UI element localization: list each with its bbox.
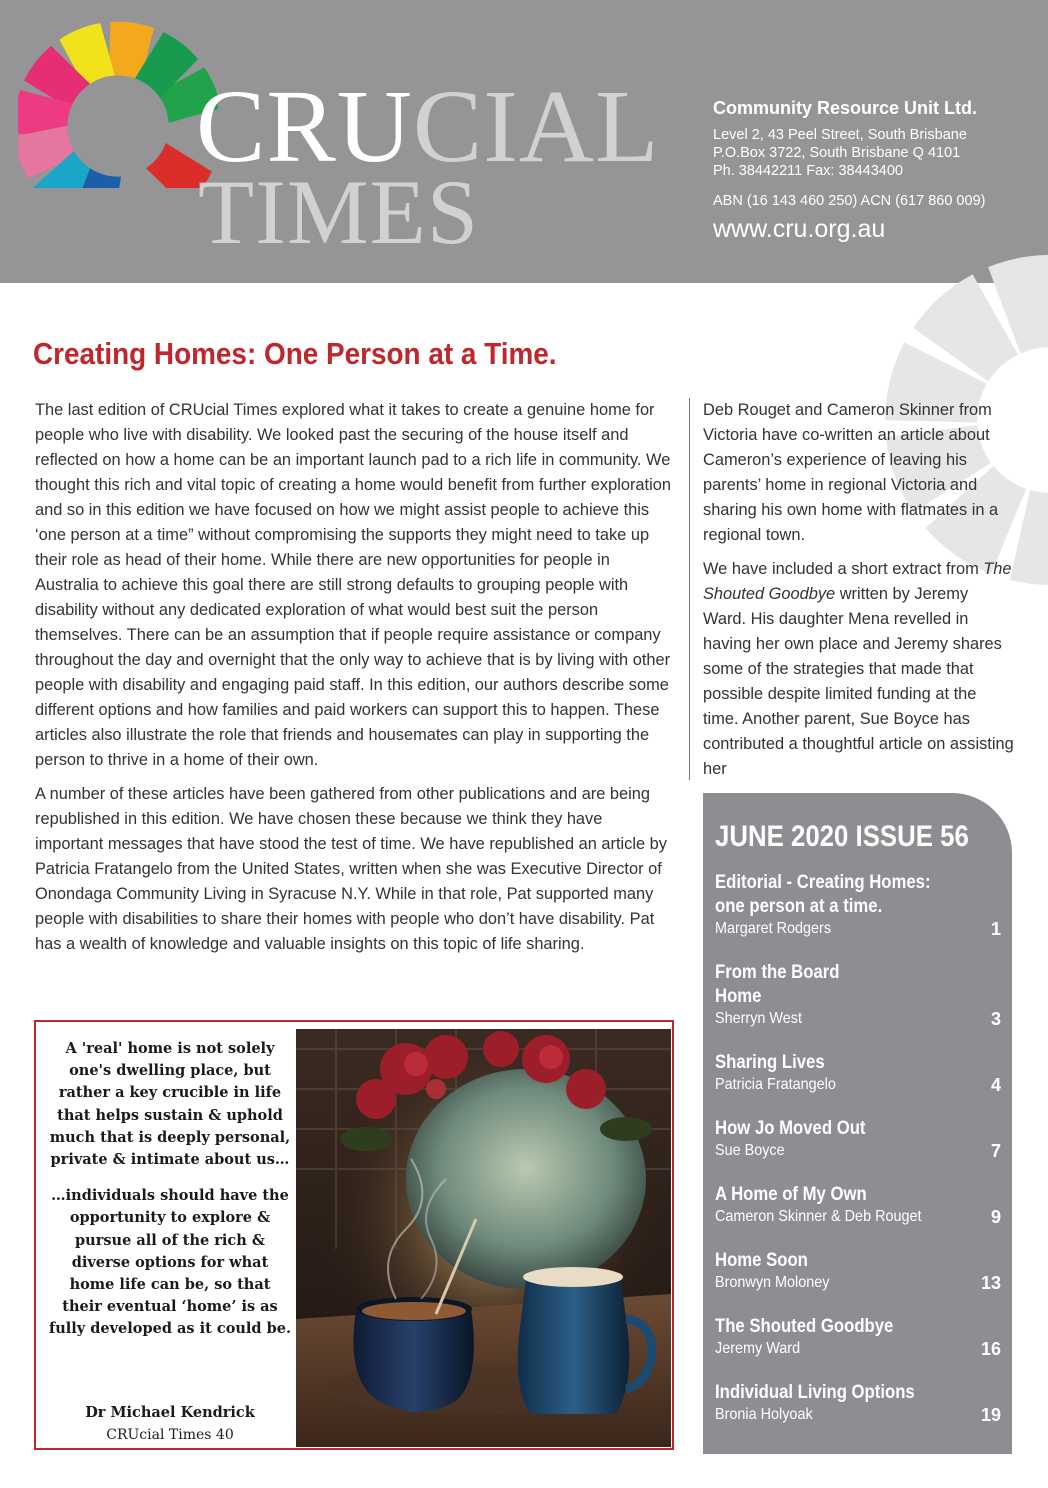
contents-item-page: 16	[980, 1339, 1001, 1359]
org-name: Community Resource Unit Ltd.	[713, 98, 978, 118]
contents-item[interactable]	[715, 1117, 1001, 1161]
contents-item-author: Sherryn West	[715, 1010, 802, 1027]
contents-item-title-line: Home	[715, 986, 762, 1007]
side-paragraph-2-end: written by Jeremy Ward. His daughter Mena revelled in having her own place and Jeremy shares some of the strategies that made that possible despite limited funding at the time. Another parent, Sue Boyce has contributed a thoughtful article on assisting her	[703, 585, 1014, 778]
pull-quote-box	[34, 1020, 674, 1450]
contents-item-page: 9	[990, 1207, 1001, 1227]
logo-light-part: CIAL	[412, 69, 660, 184]
abn-acn-line: ABN (16 143 460 250) ACN (617 860 009)	[713, 193, 986, 209]
logo-wordmark-times: TIMES	[198, 161, 479, 263]
contents-item-author: Bronia Holyoak	[715, 1406, 813, 1423]
contents-item[interactable]	[715, 871, 1001, 939]
contents-item-author: Bronwyn Moloney	[715, 1274, 830, 1291]
quote-attribution	[48, 1402, 292, 1446]
contents-item-author: Cameron Skinner & Deb Rouget	[715, 1208, 922, 1225]
column-divider	[689, 398, 690, 780]
quote-part-1: A 'real' home is not solely one's dwelling place, but rather a key crucible in life that helps sustain & uphold much that is deeply personal, private & intimate about us…	[49, 1040, 291, 1169]
contents-item-author: Patricia Fratangelo	[715, 1076, 836, 1093]
masthead	[0, 0, 1048, 283]
organisation-details	[713, 96, 1033, 244]
contents-item[interactable]	[715, 1183, 1001, 1227]
article-headline: Creating Homes: One Person at a Time.	[33, 336, 557, 371]
contents-item-page: 4	[990, 1075, 1001, 1095]
issue-title: JUNE 2020 ISSUE 56	[715, 820, 969, 853]
phone-fax-line: Ph. 38442211 Fax: 38443400	[713, 163, 904, 179]
contents-item-title-line: Editorial - Creating Homes:	[715, 872, 931, 893]
contents-item-title: Individual Living Options	[715, 1382, 915, 1403]
contents-item-author: Margaret Rodgers	[715, 920, 832, 937]
contents-item[interactable]	[715, 1315, 1001, 1359]
contents-item-title: A Home of My Own	[715, 1184, 867, 1205]
article-paragraph-2: A number of these articles have been gathered from other publications and are being republished in this edition. We have chosen these because we think they have important messages that have stood the test of time. We have republished an article by Patricia Fratangelo from the United States, written when she was Executive Director of Onondaga Community Living in Syracuse N.Y. While in that role, Pat supported many people with disabilities to share their homes with people who don’t have disability. Pat has a wealth of knowledge and valuable insights on this topic of life sharing.	[35, 785, 667, 953]
issue-contents-panel	[703, 793, 1012, 1454]
book-title: The Shouted Goodbye	[703, 560, 1012, 603]
contents-item-author: Sue Boyce	[715, 1142, 785, 1159]
contents-item[interactable]	[715, 1249, 1001, 1293]
contents-item-title-line: From the Board	[715, 962, 840, 983]
contents-item-title: How Jo Moved Out	[715, 1118, 866, 1139]
contents-item-title: Sharing Lives	[715, 1052, 825, 1073]
contents-item[interactable]	[715, 1381, 1001, 1425]
website-link[interactable]: www.cru.org.au	[713, 215, 886, 243]
contents-item-title	[715, 961, 1002, 1009]
contents-item[interactable]	[715, 961, 1001, 1029]
contents-item-page: 19	[980, 1405, 1001, 1425]
article-side-column	[703, 398, 1015, 791]
contents-list	[715, 871, 1001, 1447]
crucial-logo-burst-icon	[18, 18, 218, 188]
side-paragraph-2-start: We have included a short extract from	[703, 560, 984, 578]
quote-source: CRUcial Times 40	[106, 1427, 234, 1443]
article-paragraph-1: The last edition of CRUcial Times explored what it takes to create a genuine home for people who live with disability. We looked past the securing of the house itself and reflected on how a home can be an important launch pad to a rich life in community. We thought this rich and vital topic of creating a home would benefit from further exploration and so in this edition we have focused on how we might assist people to achieve this ‘one person at a time” without compromising the supports they might need to take up their role as head of their home. While there are new opportunities for people in Australia to achieve this goal there are still strong defaults to grouping people with disability without any dedicated exploration of what would best suit the person themselves. There can be an assumption that if people require assistance or company throughout the day and overnight that the only way to achieve that is by living with other people with disability and engaging paid staff. In this edition, our authors describe some different options and how families and paid workers can support this to happen. These articles also illustrate the role that friends and housemates can play in supporting the person to thrive in a home of their own.	[35, 401, 671, 769]
address-line-1: Level 2, 43 Peel Street, South Brisbane	[713, 127, 967, 143]
contents-item-page: 13	[980, 1273, 1001, 1293]
tea-cup-and-jug-photo	[296, 1029, 671, 1447]
contents-item[interactable]	[715, 1051, 1001, 1095]
side-paragraph-2	[703, 557, 1015, 782]
logo-bold-part: CRU	[196, 69, 413, 184]
contents-item-title: The Shouted Goodbye	[715, 1316, 894, 1337]
contents-item-author: Jeremy Ward	[715, 1340, 801, 1357]
pull-quote-text	[48, 1038, 292, 1355]
quote-part-2: …individuals should have the opportunity to explore & pursue all of the rich & diverse options for what home life can be, so that their eventual ‘home’ is as fully developed as it could be.	[48, 1187, 292, 1338]
contents-item-title-line: one person at a time.	[715, 896, 883, 917]
contents-item-title: Home Soon	[715, 1250, 808, 1271]
contents-item-page: 7	[990, 1141, 1001, 1161]
side-paragraph-1: Deb Rouget and Cameron Skinner from Victoria have co-written an article about Cameron’s experience of leaving his parents’ home in regional Victoria and sharing his own home with flatmates in a regional town.	[703, 401, 999, 544]
address-line-2: P.O.Box 3722, South Brisbane Q 4101	[713, 145, 961, 161]
contents-item-page: 1	[990, 919, 1001, 939]
article-main-column	[35, 398, 675, 966]
quote-author: Dr Michael Kendrick	[85, 1404, 255, 1421]
contents-item-page: 3	[990, 1009, 1001, 1029]
contents-item-title	[715, 871, 1002, 919]
